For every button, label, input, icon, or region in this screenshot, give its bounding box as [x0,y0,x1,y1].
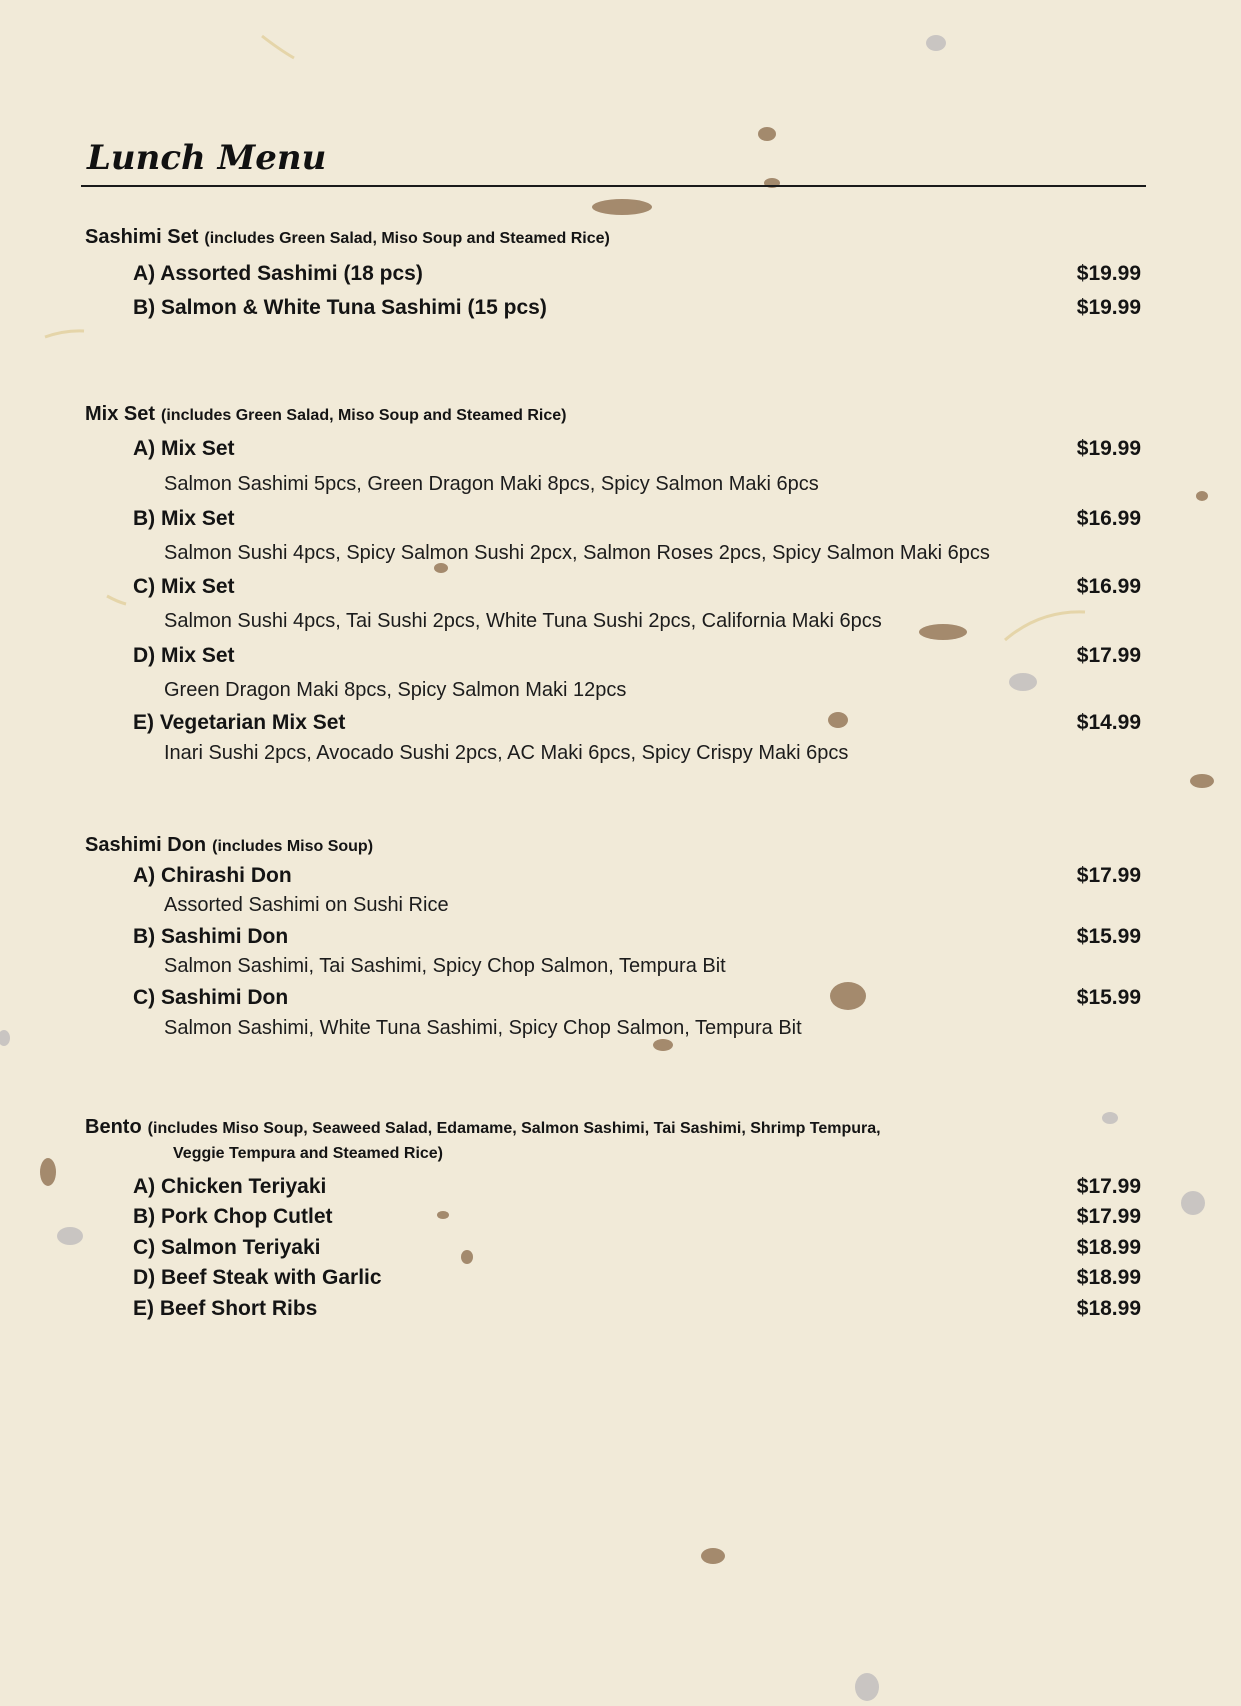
item-price: $14.99 [1076,711,1141,734]
menu-item [133,1297,1141,1325]
item-price: $15.99 [1076,925,1141,948]
menu-item [133,1236,1141,1264]
menu-item [133,1205,1141,1233]
menu-item [133,925,1141,953]
section-heading [85,834,373,857]
menu-item [133,986,1141,1014]
item-name: D) Mix Set [133,644,235,667]
title-divider [81,185,1146,187]
item-description: Green Dragon Maki 8pcs, Spicy Salmon Maki 12pcs [164,679,627,701]
section-name: Bento [85,1116,142,1138]
section-note: (includes Miso Soup) [212,838,374,855]
item-price: $16.99 [1076,575,1141,598]
item-name: C) Mix Set [133,575,235,598]
item-price: $18.99 [1076,1297,1141,1320]
item-price: $18.99 [1076,1236,1141,1259]
item-name: A) Assorted Sashimi (18 pcs) [133,262,423,285]
item-name: B) Sashimi Don [133,925,289,948]
menu-item [133,437,1141,465]
section-note: (includes Miso Soup, Seaweed Salad, Edamame, Salmon Sashimi, Tai Sashimi, Shrimp Tempura, [147,1120,881,1137]
item-price: $19.99 [1076,437,1141,460]
item-name: C) Sashimi Don [133,986,289,1009]
menu-item [133,507,1141,535]
item-description: Salmon Sashimi, Tai Sashimi, Spicy Chop Salmon, Tempura Bit [164,955,726,977]
item-name: B) Mix Set [133,507,235,530]
section-name: Sashimi Don [85,834,207,856]
item-name: B) Pork Chop Cutlet [133,1205,333,1228]
item-name: D) Beef Steak with Garlic [133,1266,382,1289]
item-name: A) Mix Set [133,437,235,460]
section-heading [85,1116,881,1139]
menu-item [133,711,1141,739]
section-name: Mix Set [85,403,156,425]
item-description: Inari Sushi 2pcs, Avocado Sushi 2pcs, AC Maki 6pcs, Spicy Crispy Maki 6pcs [164,742,849,764]
item-name: C) Salmon Teriyaki [133,1236,321,1259]
item-description: Assorted Sashimi on Sushi Rice [164,894,449,916]
menu-item [133,296,1141,324]
item-description: Salmon Sashimi 5pcs, Green Dragon Maki 8pcs, Spicy Salmon Maki 6pcs [164,473,819,495]
item-name: E) Vegetarian Mix Set [133,711,346,734]
item-name: A) Chirashi Don [133,864,292,887]
item-price: $19.99 [1076,296,1141,319]
menu-item [133,1266,1141,1294]
section-heading [85,226,610,249]
item-name: E) Beef Short Ribs [133,1297,318,1320]
section-name: Sashimi Set [85,226,199,248]
item-price: $17.99 [1076,644,1141,667]
item-name: A) Chicken Teriyaki [133,1175,327,1198]
item-description: Salmon Sushi 4pcs, Tai Sushi 2pcs, White Tuna Sushi 2pcs, California Maki 6pcs [164,610,882,632]
item-description: Salmon Sashimi, White Tuna Sashimi, Spicy Chop Salmon, Tempura Bit [164,1017,802,1039]
item-price: $17.99 [1076,1175,1141,1198]
section-note: (includes Green Salad, Miso Soup and Steamed Rice) [161,407,567,424]
item-price: $17.99 [1076,1205,1141,1228]
menu-item [133,644,1141,672]
section-note: (includes Green Salad, Miso Soup and Steamed Rice) [204,230,610,247]
item-name: B) Salmon & White Tuna Sashimi (15 pcs) [133,296,547,319]
section-note-continued: Veggie Tempura and Steamed Rice) [173,1145,444,1162]
menu-item [133,575,1141,603]
menu-item [133,864,1141,892]
menu-item [133,1175,1141,1203]
item-price: $15.99 [1076,986,1141,1009]
item-price: $17.99 [1076,864,1141,887]
item-description: Salmon Sushi 4pcs, Spicy Salmon Sushi 2pcx, Salmon Roses 2pcs, Spicy Salmon Maki 6pcs [164,542,990,564]
menu-item [133,262,1141,290]
section-heading [85,403,566,426]
page-title: Lunch Menu [87,138,327,178]
item-price: $18.99 [1076,1266,1141,1289]
item-price: $19.99 [1076,262,1141,285]
item-price: $16.99 [1076,507,1141,530]
